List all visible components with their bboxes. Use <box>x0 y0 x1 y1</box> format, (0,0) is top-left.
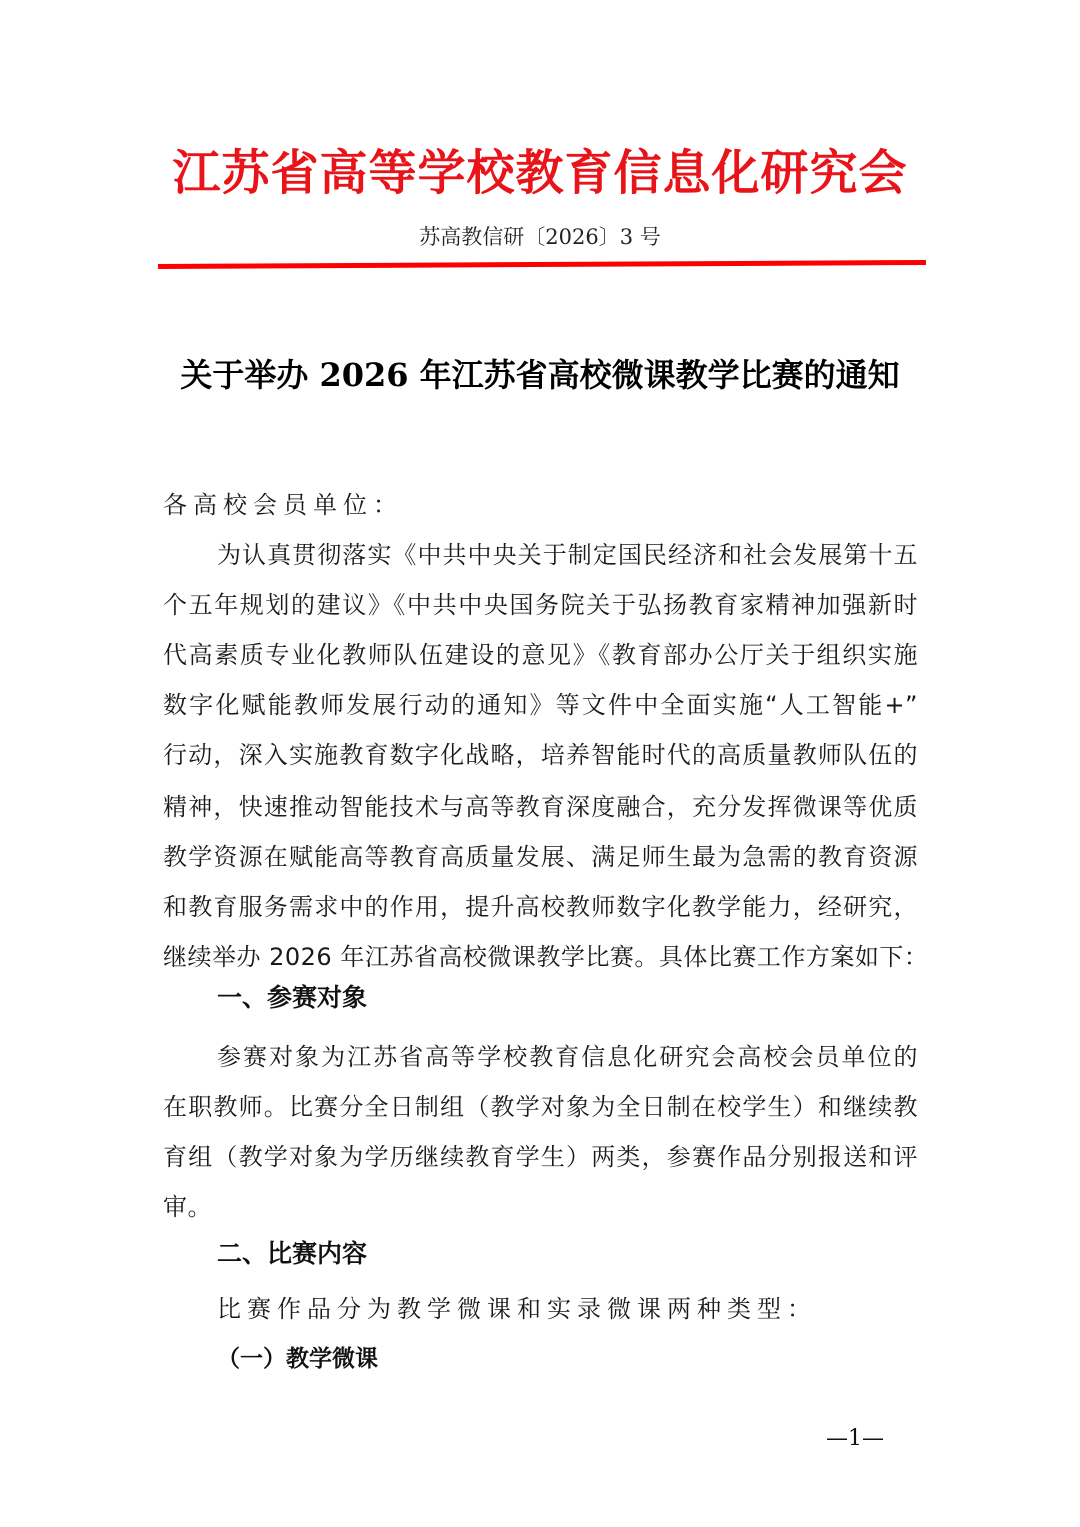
organization-header: 江苏省高等学校教育信息化研究会 <box>172 145 908 201</box>
intro-line: 精神，快速推动智能技术与高等教育深度融合，充分发挥微课等优质 <box>163 793 918 821</box>
page-number: —1— <box>826 1426 884 1451</box>
intro-line: 数字化赋能教师发展行动的通知》等文件中全面实施“人工智能+” <box>163 691 918 719</box>
section-line: 审。 <box>163 1193 212 1221</box>
intro-line: 教学资源在赋能高等教育高质量发展、满足师生最为急需的教育资源 <box>163 843 918 871</box>
section-line: 在职教师。比赛分全日制组（教学对象为全日制在校学生）和继续教 <box>163 1093 918 1121</box>
notice-title: 关于举办 2026 年江苏省高校微课教学比赛的通知 <box>180 356 900 394</box>
salutation: 各高校会员单位： <box>163 491 403 519</box>
intro-line: 继续举办 2026 年江苏省高校微课教学比赛。具体比赛工作方案如下： <box>163 943 929 971</box>
intro-line: 行动，深入实施教育数字化战略，培养智能时代的高质量教师队伍的 <box>163 741 918 769</box>
section-line: 比赛作品分为教学微课和实录微课两种类型： <box>217 1295 817 1323</box>
document-number: 苏高教信研〔2026〕3 号 <box>419 225 661 249</box>
section-heading-content: 二、比赛内容 <box>217 1239 368 1268</box>
intro-line: 代高素质专业化教师队伍建设的意见》《教育部办公厅关于组织实施 <box>163 641 918 669</box>
intro-line: 个五年规划的建议》《中共中央国务院关于弘扬教育家精神加强新时 <box>163 591 918 619</box>
section-line: 育组（教学对象为学历继续教育学生）两类，参赛作品分别报送和评 <box>163 1143 918 1171</box>
intro-line: 为认真贯彻落实《中共中央关于制定国民经济和社会发展第十五 <box>217 541 918 569</box>
red-separator-line <box>158 260 926 269</box>
section-heading-participants: 一、参赛对象 <box>217 983 368 1012</box>
section-line: 参赛对象为江苏省高等学校教育信息化研究会高校会员单位的 <box>217 1043 918 1071</box>
intro-line: 和教育服务需求中的作用，提升高校教师数字化教学能力，经研究， <box>163 893 918 921</box>
subsection-heading-teaching-microlecture: （一）教学微课 <box>217 1346 378 1372</box>
